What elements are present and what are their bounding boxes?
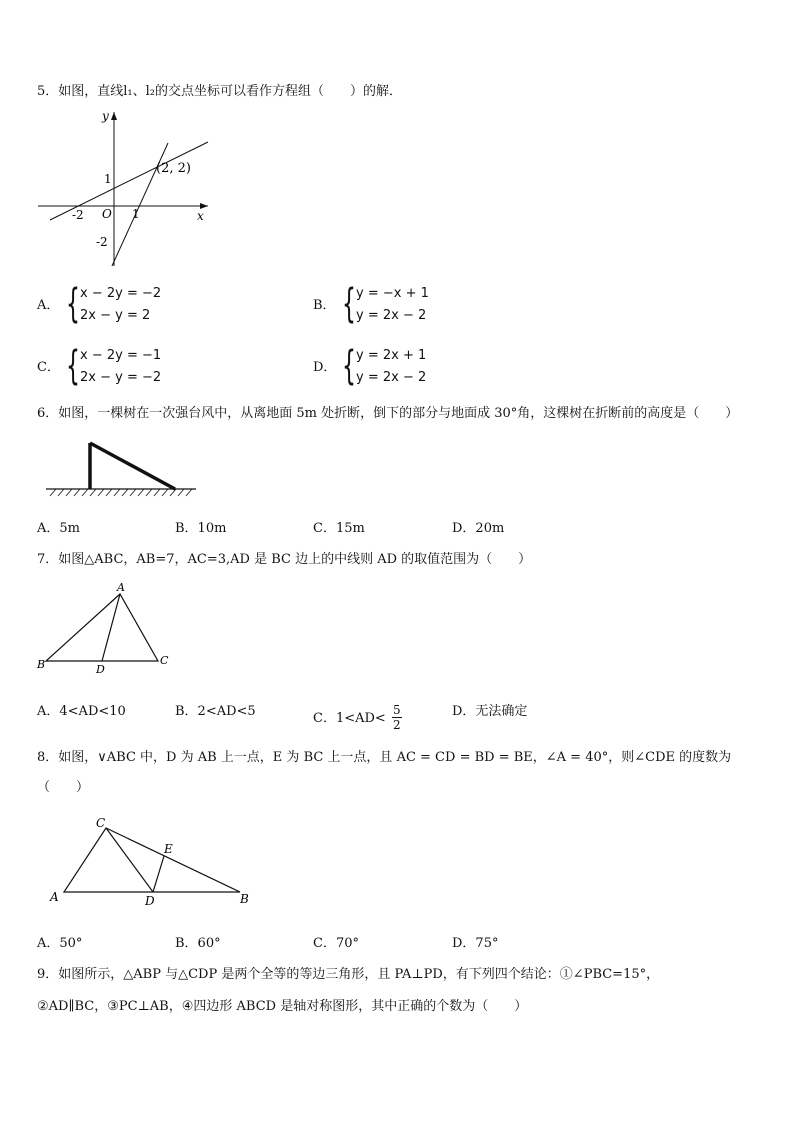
q6-option-c[interactable]: C．15m bbox=[313, 521, 365, 536]
y-tick-neg2: -2 bbox=[96, 235, 108, 249]
q8-stem: 8．如图，∨ABC 中，D 为 AB 上一点，E 为 BC 上一点，且 AC = CD = BD = BE，∠A = 40°，则∠CDE 的度数为 bbox=[37, 750, 732, 765]
equation-1: x − 2y = −1 bbox=[80, 348, 162, 363]
vertex-b-label: B bbox=[37, 658, 46, 671]
segment-de bbox=[153, 856, 164, 892]
q7-option-a[interactable]: A．4<AD<10 bbox=[37, 704, 126, 719]
segment-cd bbox=[106, 828, 153, 892]
y-tick-1: 1 bbox=[104, 172, 112, 186]
brace-icon: { bbox=[342, 281, 356, 327]
point-d-label: D bbox=[96, 663, 105, 674]
triangle-abc bbox=[46, 594, 158, 661]
y-label: y bbox=[102, 109, 109, 123]
point-d-label: D bbox=[145, 894, 155, 908]
q7-option-c[interactable] bbox=[313, 704, 402, 733]
equation-2: 2x − y = −2 bbox=[80, 370, 162, 385]
q5-option-d-label[interactable]: D． bbox=[313, 360, 337, 375]
median-ad bbox=[102, 594, 120, 661]
q5-stem: 5．如图，直线l₁、l₂的交点坐标可以看作方程组（ ）的解． bbox=[37, 84, 403, 99]
q5-option-d-system bbox=[342, 345, 522, 391]
triangle-acb bbox=[64, 828, 240, 892]
q7-option-b[interactable]: B．2<AD<5 bbox=[175, 704, 256, 719]
q5-option-a-system bbox=[66, 283, 246, 329]
q6-option-d[interactable]: D．20m bbox=[452, 521, 505, 536]
q5-option-b-label[interactable]: B． bbox=[313, 298, 336, 313]
q8-stem-cont: （ ） bbox=[37, 780, 90, 795]
q7-triangle-figure bbox=[34, 578, 178, 674]
intersection-label: (2, 2) bbox=[156, 161, 191, 176]
q7-option-d[interactable]: D．无法确定 bbox=[452, 704, 528, 719]
q8-option-c[interactable]: C．70° bbox=[313, 936, 359, 951]
vertex-b-label: B bbox=[240, 892, 249, 906]
point-e-label: E bbox=[164, 842, 173, 856]
equation-1: x − 2y = −2 bbox=[80, 286, 162, 301]
vertex-c-label: C bbox=[160, 654, 169, 667]
fraction-denominator: 2 bbox=[392, 718, 401, 732]
brace-icon: { bbox=[66, 343, 80, 389]
q5-option-a-label[interactable]: A． bbox=[37, 298, 60, 313]
fallen-part bbox=[90, 443, 175, 489]
q6-stem: 6．如图，一棵树在一次强台风中，从离地面 5m 处折断，倒下的部分与地面成 30°角，这棵树在折断前的高度是（ ） bbox=[37, 406, 739, 421]
equation-2: y = 2x − 2 bbox=[356, 308, 427, 323]
q9-stem-cont: ②AD∥BC，③PC⊥AB，④四边形 ABCD 是轴对称图形，其中正确的个数为（ ） bbox=[37, 999, 528, 1014]
ground-hatching bbox=[50, 489, 192, 496]
q7-option-c-text: C．1<AD< bbox=[313, 711, 386, 726]
q5-option-c-system bbox=[66, 345, 246, 391]
q7-stem: 7．如图△ABC，AB=7，AC=3,AD 是 BC 边上的中线则 AD 的取值范围为（ ） bbox=[37, 552, 532, 567]
equation-2: y = 2x − 2 bbox=[356, 370, 427, 385]
q5-option-c-label[interactable]: C． bbox=[37, 360, 60, 375]
y-axis-arrow bbox=[111, 112, 117, 120]
vertex-a-label: A bbox=[117, 581, 125, 594]
brace-icon: { bbox=[66, 281, 80, 327]
q6-broken-tree-figure bbox=[44, 438, 200, 498]
x-label: x bbox=[197, 209, 204, 223]
fraction bbox=[392, 703, 402, 732]
q8-option-d[interactable]: D．75° bbox=[452, 936, 499, 951]
vertex-a-label: A bbox=[50, 890, 59, 904]
x-tick-neg2: -2 bbox=[72, 208, 84, 222]
equation-1: y = 2x + 1 bbox=[356, 348, 427, 363]
q6-option-a[interactable]: A．5m bbox=[37, 521, 80, 536]
q8-option-b[interactable]: B．60° bbox=[175, 936, 221, 951]
origin-label: O bbox=[102, 207, 112, 221]
fraction-numerator: 5 bbox=[392, 703, 401, 717]
q9-stem: 9．如图所示，△ABP 与△CDP 是两个全等的等边三角形，且 PA⊥PD，有下列四个结论：①∠PBC=15°， bbox=[37, 967, 660, 982]
x-tick-1: 1 bbox=[132, 207, 140, 221]
q8-triangle-figure bbox=[46, 812, 256, 912]
vertex-c-label: C bbox=[96, 816, 106, 830]
q5-option-b-system bbox=[342, 283, 522, 329]
q6-option-b[interactable]: B．10m bbox=[175, 521, 227, 536]
q5-coordinate-figure bbox=[34, 108, 214, 270]
equation-2: 2x − y = 2 bbox=[80, 308, 151, 323]
equation-1: y = −x + 1 bbox=[356, 286, 429, 301]
brace-icon: { bbox=[342, 343, 356, 389]
q8-option-a[interactable]: A．50° bbox=[37, 936, 83, 951]
